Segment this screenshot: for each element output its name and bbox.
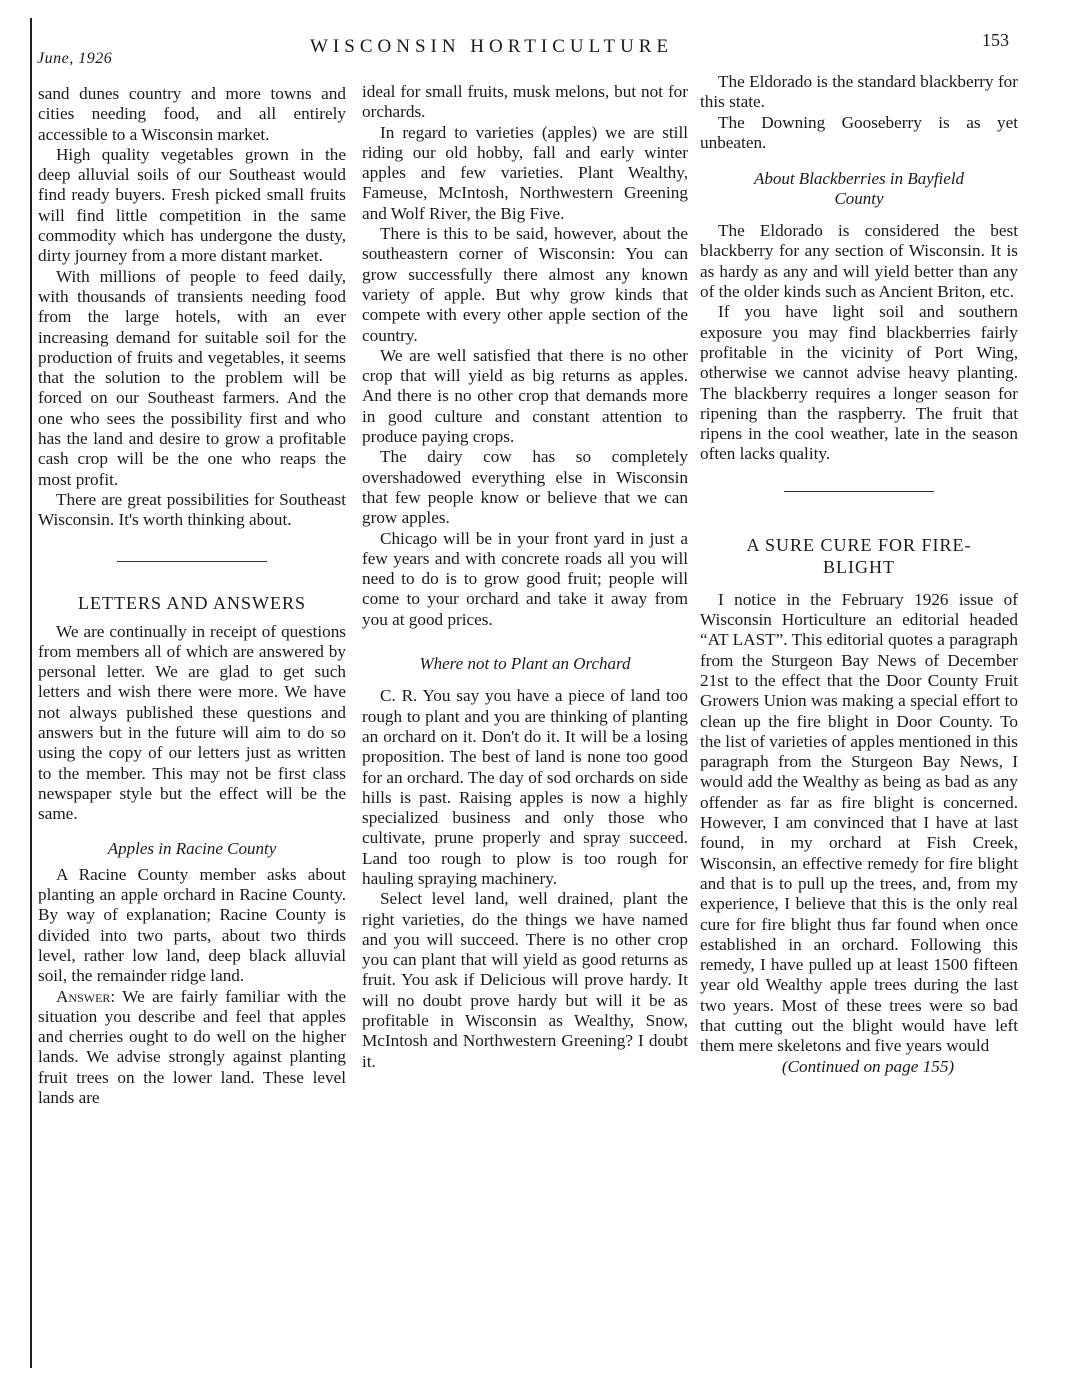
subheading	[700, 169, 1018, 209]
heading-line: A SURE CURE FOR FIRE-	[746, 534, 972, 555]
answer-paragraph	[38, 987, 346, 1109]
subheading-line: About Blackberries in Bayfield	[753, 169, 965, 189]
answer-label: Answer:	[56, 986, 116, 1006]
section-heading	[700, 534, 1018, 578]
paragraph: High quality vegetables grown in the deep alluvial soils of our Southeast would find ready buyers. Fresh picked small fruits will find little competition in the same commodity which has undergone the dusty, dirty journey from a more distant market.	[38, 144, 346, 266]
margin-rule	[30, 18, 32, 1368]
paragraph: Select level land, well drained, plant the right varieties, do the things we have named and you will succeed. There is no other crop you can plant that will yield as good returns as fruit. You ask if Delicious will prove hardy. It will no doubt prove hardy but will it be as profitable in Wisconsin as Wealthy, Snow, McIntosh and Northwestern Greening? I doubt it.	[362, 889, 688, 1071]
subheading: Apples in Racine County	[107, 838, 277, 858]
paragraph: The Eldorado is the standard blackberry for this state.	[700, 72, 1018, 112]
column-left	[38, 84, 346, 1108]
paragraph: The Downing Gooseberry is as yet unbeaten.	[700, 112, 1018, 152]
heading-line: BLIGHT	[823, 556, 895, 577]
answer-text: We are fairly familiar with the situation you describe and feel that apples and cherries ought to do well on the higher lands. We advise strongly against planting fruit trees on the lower land. These level lands are	[38, 986, 346, 1108]
paragraph: I notice in the February 1926 issue of Wisconsin Horticulture an editorial headed “AT LAST”. This editorial quotes a paragraph from the Sturgeon Bay News of December 21st to the effect that the Door County Fruit Growers Union was making a special effort to clean up the fire blight in Door County. To the list of varieties of apples mentioned in this paragraph from the Sturgeon Bay News, I would add the Wealthy as being as bad as any offender as far as fire blight is concerned. However, I am convinced that I have at last found, in my orchard at Fish Creek, Wisconsin, an effective remedy for fire blight and that is to pull up the trees, and, from my experience, I believe that this is the only real cure for fire blight thus far found when once established in an orchard. Following this remedy, I have pulled up at least 1500 fifteen year old Wealthy apple trees during the last two years. Most of these trees were so bad that cutting out the blight would have left them mere skeletons and five years would	[700, 589, 1018, 1056]
page-number: 153	[982, 30, 1009, 50]
paragraph: ideal for small fruits, musk melons, but not for orchards.	[362, 82, 688, 122]
column-middle	[362, 82, 688, 1072]
paragraph: A Racine County member asks about planting an apple orchard in Racine County. By way of explanation; Racine County is divided into two parts, about two thirds level, rather low land, deep black alluvial soil, the remainder ridge land.	[38, 864, 346, 986]
subheading: Where not to Plant an Orchard	[419, 654, 631, 674]
column-right	[700, 72, 1018, 1077]
section-divider	[117, 561, 267, 562]
paragraph: There are great possibilities for Southeast Wisconsin. It's worth thinking about.	[38, 489, 346, 530]
paragraph: There is this to be said, however, about the southeastern corner of Wisconsin: You can grow successfully there almost any known variety of apple. But why grow kinds that compete with every other apple section of the country.	[362, 224, 688, 345]
subheading-line: County	[834, 189, 884, 209]
magazine-title: WISCONSIN HORTICULTURE	[310, 36, 674, 57]
section-heading: LETTERS AND ANSWERS	[77, 592, 306, 613]
paragraph: sand dunes country and more towns and cities needing food, and all entirely accessible to a Wisconsin market.	[38, 84, 346, 144]
paragraph: If you have light soil and southern exposure you may find blackberries fairly profitable in the vicinity of Port Wing, otherwise we cannot advise heavy planting. The blackberry requires a longer season for ripening than the raspberry. The fruit that ripens in the cool weather, late in the season often lacks quality.	[700, 302, 1018, 464]
issue-date: June, 1926	[37, 50, 113, 67]
paragraph: We are continually in receipt of questions from members all of which are answered by personal letter. We are glad to get such letters and wish there were more. We have not always published these questions and answers but in the future will aim to do so using the copy of our letters just as written to the member. This may not be first class newspaper style but the effect will be the same.	[38, 621, 346, 824]
continued-note: (Continued on page 155)	[781, 1056, 955, 1076]
paragraph: The Eldorado is considered the best blackberry for any section of Wisconsin. It is as hardy as any and will yield better than any of the older kinds such as Ancient Briton, etc.	[700, 221, 1018, 302]
paragraph: With millions of people to feed daily, with thousands of transients needing food from the large hotels, with an ever increasing demand for suitable soil for the production of fruits and vegetables, it seems that the solution to the problem will be forced on our Southeast farmers. And the one who sees the possibility first and who has the land and desire to grow a profitable cash crop will be the one who reaps the most profit.	[38, 266, 346, 489]
paragraph: The dairy cow has so completely overshadowed everything else in Wisconsin that few people know or believe that we can grow apples.	[362, 447, 688, 528]
paragraph: Chicago will be in your front yard in just a few years and with concrete roads all you will need to do is to grow good fruit; people will come to your orchard and take it away from you at good prices.	[362, 528, 688, 629]
section-divider	[784, 491, 934, 492]
paragraph: We are well satisfied that there is no other crop that will yield as big returns as apples. And there is no other crop that demands more in good culture and constant attention to produce paying crops.	[362, 345, 688, 447]
paragraph: C. R. You say you have a piece of land too rough to plant and you are thinking of planting an orchard on it. Don't do it. It will be a losing proposition. The best of land is none too good for an orchard. The day of sod orchards on side hills is past. Raising apples is now a highly specialized business and only those who cultivate, prune properly and spray succeed. Land too rough to plow is too rough for hauling spraying machinery.	[362, 686, 688, 888]
paragraph: In regard to varieties (apples) we are still riding our old hobby, fall and early winter apples and few varieties. Plant Wealthy, Fameuse, McIntosh, Northwestern Greening and Wolf River, the Big Five.	[362, 122, 688, 223]
